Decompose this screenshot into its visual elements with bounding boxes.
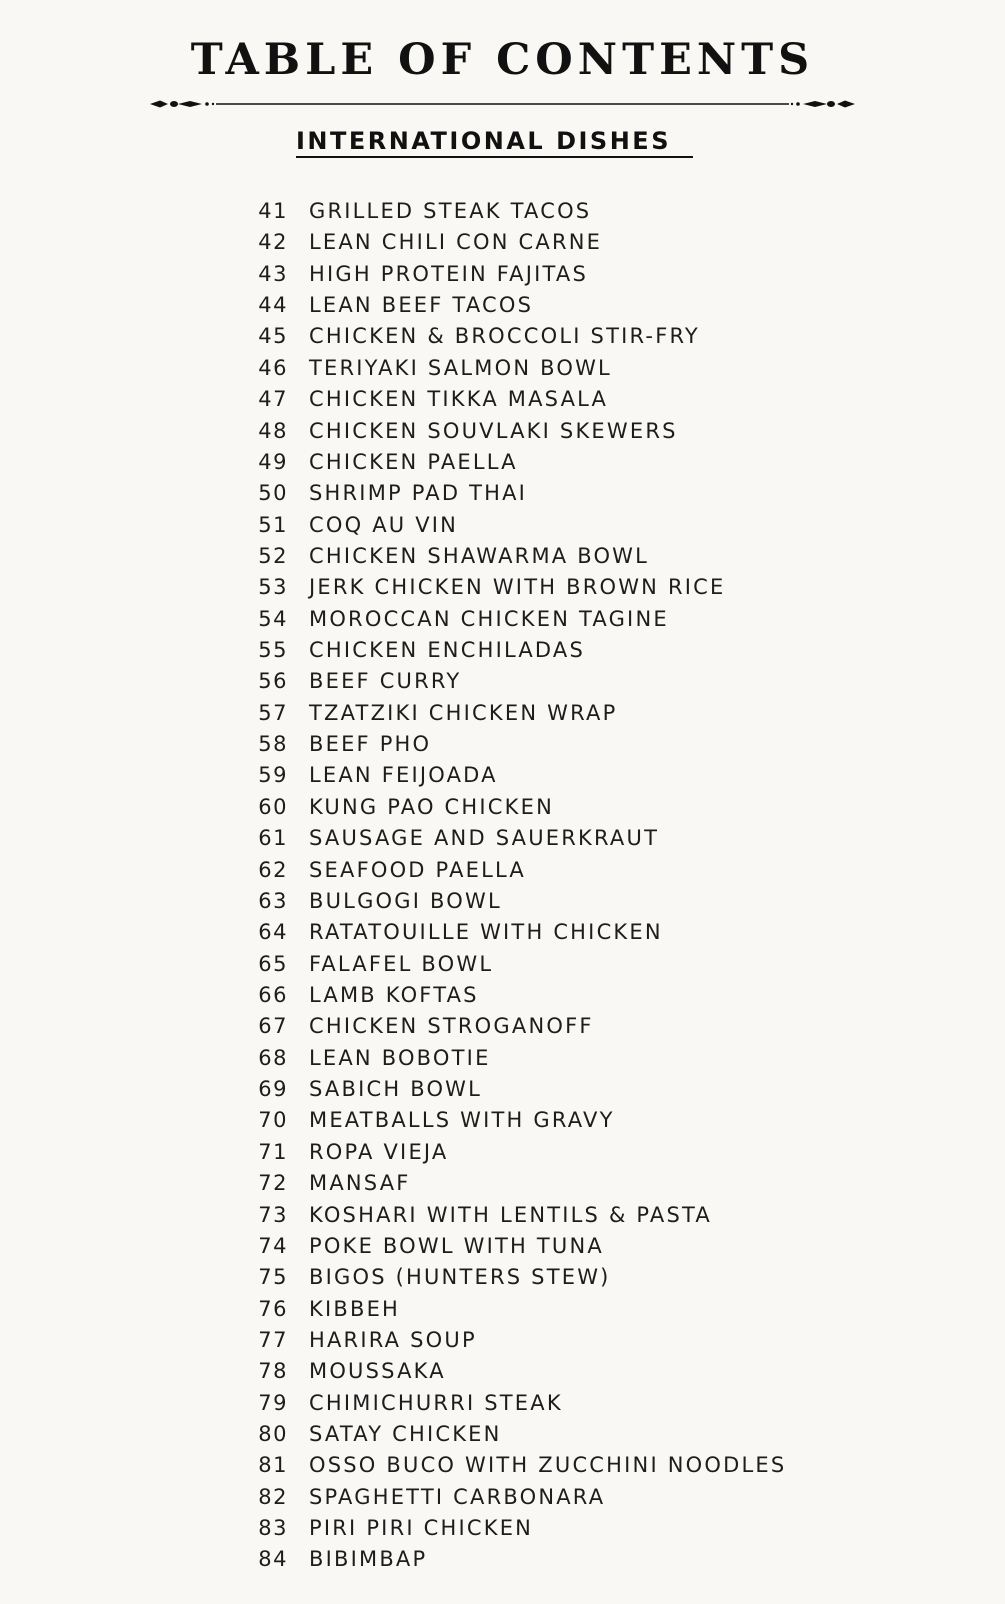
toc-entry-title: MOROCCAN CHICKEN TAGINE xyxy=(309,606,669,631)
section-heading xyxy=(0,126,1005,158)
toc-entry xyxy=(0,1419,1005,1450)
toc-page-number: 73 xyxy=(258,1202,288,1227)
toc-entry-title: CHICKEN SHAWARMA BOWL xyxy=(309,543,650,568)
toc-entry-title: LAMB KOFTAS xyxy=(309,982,479,1007)
toc-page-number: 66 xyxy=(258,982,288,1007)
toc-entry-title: HIGH PROTEIN FAJITAS xyxy=(309,261,588,286)
toc-page-number: 74 xyxy=(258,1233,288,1258)
toc-entry xyxy=(0,917,1005,948)
toc-entry-title: RATATOUILLE WITH CHICKEN xyxy=(309,920,663,945)
toc-entry xyxy=(0,572,1005,603)
toc-page-number: 44 xyxy=(258,293,288,318)
toc-entry-title: SAUSAGE AND SAUERKRAUT xyxy=(309,826,660,851)
toc-entry-title: MOUSSAKA xyxy=(309,1359,446,1384)
toc-entry xyxy=(0,321,1005,352)
toc-entry xyxy=(0,604,1005,635)
toc-entry-title: KUNG PAO CHICKEN xyxy=(309,794,555,819)
toc-entry-title: BULGOGI BOWL xyxy=(309,888,502,913)
toc-entry xyxy=(0,1482,1005,1513)
toc-page-number: 67 xyxy=(258,1014,288,1039)
toc-entry-title: SEAFOOD PAELLA xyxy=(309,857,526,882)
toc-entry xyxy=(0,1137,1005,1168)
toc-entry xyxy=(0,1011,1005,1042)
toc-entry xyxy=(0,227,1005,258)
toc-entry xyxy=(0,1513,1005,1544)
toc-entry-title: COQ AU VIN xyxy=(309,512,459,537)
toc-entry-title: KIBBEH xyxy=(309,1296,401,1321)
toc-page-number: 56 xyxy=(258,669,288,694)
toc-entry xyxy=(0,1262,1005,1293)
toc-page-number: 63 xyxy=(258,888,288,913)
toc-entry xyxy=(0,760,1005,791)
toc-entry xyxy=(0,1544,1005,1575)
toc-entry xyxy=(0,729,1005,760)
toc-entry-title: JERK CHICKEN WITH BROWN RICE xyxy=(309,575,726,600)
toc-page-number: 47 xyxy=(258,387,288,412)
toc-page-number: 55 xyxy=(258,638,288,663)
toc-entry xyxy=(0,1231,1005,1262)
toc-entry-title: CHICKEN SOUVLAKI SKEWERS xyxy=(309,418,678,443)
toc-entry xyxy=(0,384,1005,415)
toc-page-number: 71 xyxy=(258,1139,288,1164)
toc-page-number: 65 xyxy=(258,951,288,976)
toc-entry xyxy=(0,792,1005,823)
toc-entry-title: SABICH BOWL xyxy=(309,1077,483,1102)
toc-page-number: 83 xyxy=(258,1516,288,1541)
toc-page-number: 72 xyxy=(258,1171,288,1196)
toc-page-number: 41 xyxy=(258,199,288,223)
toc-entry-title: BIBIMBAP xyxy=(309,1547,428,1572)
toc-page-number: 80 xyxy=(258,1422,288,1447)
toc-page-number: 79 xyxy=(258,1390,288,1415)
toc-entry-title: SHRIMP PAD THAI xyxy=(309,481,528,506)
toc-page-number: 76 xyxy=(258,1296,288,1321)
toc-page-number: 60 xyxy=(258,794,288,819)
toc-entry xyxy=(0,447,1005,478)
toc-page-number: 53 xyxy=(258,575,288,600)
toc-page-number: 46 xyxy=(258,355,288,380)
toc-entry xyxy=(0,1356,1005,1387)
toc-page-number: 75 xyxy=(258,1265,288,1290)
toc-entry xyxy=(0,541,1005,572)
toc-entry xyxy=(0,478,1005,509)
toc-entry-title: LEAN CHILI CON CARNE xyxy=(309,230,603,255)
toc-entry xyxy=(0,1105,1005,1136)
toc-entry-title: SPAGHETTI CARBONARA xyxy=(309,1484,606,1509)
toc-page-number: 77 xyxy=(258,1327,288,1352)
toc-entry-title: CHICKEN TIKKA MASALA xyxy=(309,387,609,412)
toc-entry-title: CHICKEN PAELLA xyxy=(309,449,518,474)
toc-entry-title: MANSAF xyxy=(309,1171,411,1196)
toc-page-number: 69 xyxy=(258,1077,288,1102)
toc-page-number: 82 xyxy=(258,1484,288,1509)
toc-entry-title: LEAN BEEF TACOS xyxy=(309,293,534,318)
toc-entry-title: ROPA VIEJA xyxy=(309,1139,449,1164)
toc-page-number: 78 xyxy=(258,1359,288,1384)
toc-entry-title: SATAY CHICKEN xyxy=(309,1422,502,1447)
page-title: TABLE OF CONTENTS xyxy=(190,35,815,85)
toc-page-number: 64 xyxy=(258,920,288,945)
toc-entry xyxy=(0,949,1005,980)
toc-page-number: 48 xyxy=(258,418,288,443)
toc-entry xyxy=(0,886,1005,917)
toc-page-number: 70 xyxy=(258,1108,288,1133)
toc-entry xyxy=(0,1200,1005,1231)
toc-entry xyxy=(0,1074,1005,1105)
toc-entry-title: BIGOS (HUNTERS STEW) xyxy=(309,1265,611,1290)
toc-page-number: 62 xyxy=(258,857,288,882)
toc-entry-title: FALAFEL BOWL xyxy=(309,951,494,976)
toc-entry-title: CHIMICHURRI STEAK xyxy=(309,1390,563,1415)
toc-entry-title: GRILLED STEAK TACOS xyxy=(309,199,592,223)
toc-entry xyxy=(0,698,1005,729)
toc-page-number: 59 xyxy=(258,763,288,788)
toc-page-number: 51 xyxy=(258,512,288,537)
toc-page-number: 42 xyxy=(258,230,288,255)
toc-entry-title: CHICKEN ENCHILADAS xyxy=(309,638,586,663)
toc-entry xyxy=(0,259,1005,290)
toc-entry xyxy=(0,1325,1005,1356)
toc-entry xyxy=(0,635,1005,666)
toc-entry xyxy=(0,510,1005,541)
toc-entry-title: KOSHARI WITH LENTILS & PASTA xyxy=(309,1202,712,1227)
toc-entry xyxy=(0,666,1005,697)
toc-entry-title: BEEF CURRY xyxy=(309,669,462,694)
toc-entry-title: OSSO BUCO WITH ZUCCHINI NOODLES xyxy=(309,1453,787,1478)
toc-entry-title: HARIRA SOUP xyxy=(309,1327,477,1352)
toc-entry xyxy=(0,1450,1005,1481)
toc-entry xyxy=(0,980,1005,1011)
toc-page-number: 57 xyxy=(258,700,288,725)
toc-entry-title: LEAN BOBOTIE xyxy=(309,1045,491,1070)
toc-page-number: 68 xyxy=(258,1045,288,1070)
toc-entry xyxy=(0,196,1005,227)
toc-page-number: 52 xyxy=(258,543,288,568)
toc-entry xyxy=(0,1388,1005,1419)
toc-entry xyxy=(0,1168,1005,1199)
toc-entry-title: BEEF PHO xyxy=(309,732,432,757)
toc-entry-title: TZATZIKI CHICKEN WRAP xyxy=(309,700,618,725)
toc-entry-title: POKE BOWL WITH TUNA xyxy=(309,1233,604,1258)
toc-entry xyxy=(0,353,1005,384)
toc-entry xyxy=(0,290,1005,321)
toc-page-number: 61 xyxy=(258,826,288,851)
toc-entry xyxy=(0,855,1005,886)
toc-entry-title: TERIYAKI SALMON BOWL xyxy=(309,355,612,380)
toc-page-number: 43 xyxy=(258,261,288,286)
section-heading-label: INTERNATIONAL DISHES xyxy=(296,126,693,158)
toc-entry-title: LEAN FEIJOADA xyxy=(309,763,498,788)
toc-entry xyxy=(0,823,1005,854)
toc-entry xyxy=(0,416,1005,447)
toc-entry xyxy=(0,1043,1005,1074)
toc-entry-title: PIRI PIRI CHICKEN xyxy=(309,1516,534,1541)
toc-entry xyxy=(0,1294,1005,1325)
toc-page-number: 81 xyxy=(258,1453,288,1478)
toc-page-number: 54 xyxy=(258,606,288,631)
ornamental-divider xyxy=(150,96,855,112)
toc-page-number: 58 xyxy=(258,732,288,757)
toc-entry-title: MEATBALLS WITH GRAVY xyxy=(309,1108,615,1133)
toc-page-number: 50 xyxy=(258,481,288,506)
toc-page-number: 45 xyxy=(258,324,288,349)
toc-entry-title: CHICKEN STROGANOFF xyxy=(309,1014,594,1039)
toc-list xyxy=(0,196,1005,1576)
toc-page-number: 84 xyxy=(258,1547,288,1572)
toc-entry-title: CHICKEN & BROCCOLI STIR-FRY xyxy=(309,324,700,349)
toc-page-number: 49 xyxy=(258,449,288,474)
